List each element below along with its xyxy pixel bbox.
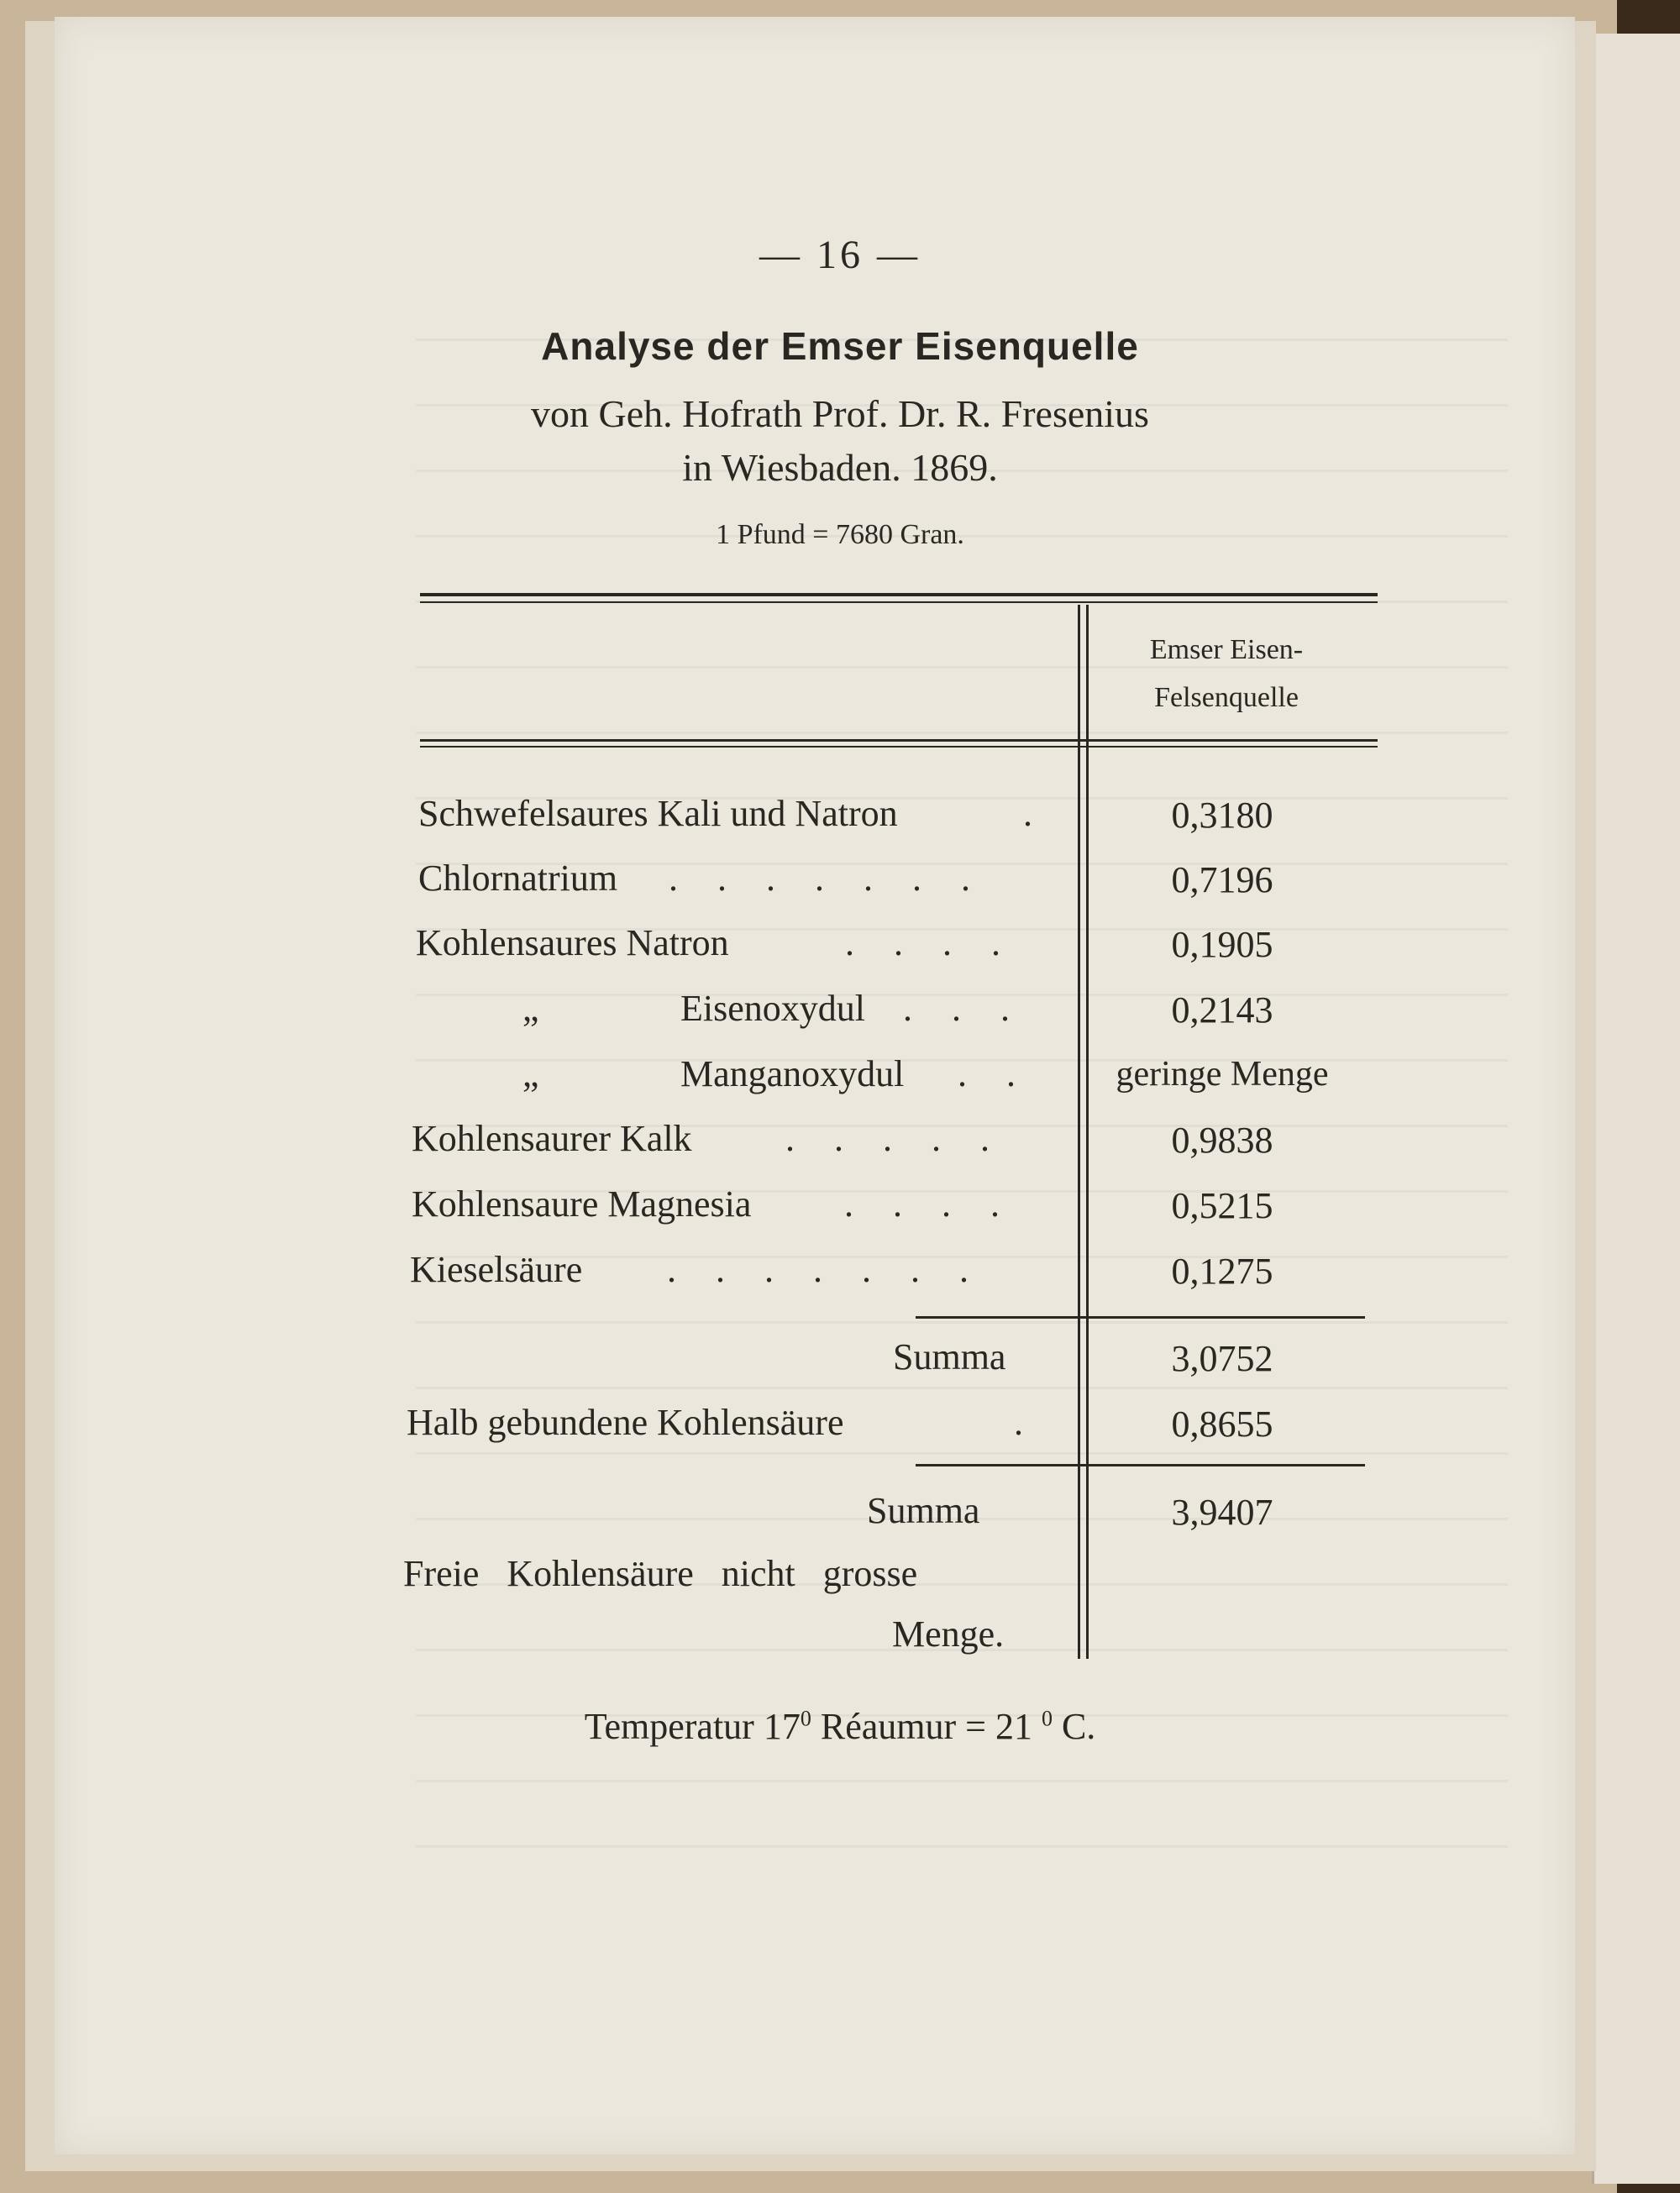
row-label-magnesia: Kohlensaure Magnesia — [412, 1183, 752, 1225]
row-dots: . . . . . . . — [667, 1249, 984, 1290]
header-bottom-rule — [420, 739, 1378, 742]
row-value: 0,7196 — [1171, 859, 1273, 900]
table-top-rule-thin — [420, 601, 1378, 603]
row-dots: . — [1023, 793, 1047, 834]
row-label-kohlensaures-natron: Kohlensaures Natron — [416, 922, 729, 963]
row-label-manganoxydul: Manganoxydul — [680, 1053, 905, 1094]
free-co2-line1: Freie Kohlensäure nicht grosse — [403, 1553, 918, 1594]
sum1-value: 3,0752 — [1171, 1338, 1273, 1379]
page-number: — 16 — — [759, 233, 921, 277]
temperature-suffix: C. — [1052, 1706, 1096, 1747]
sum2-label: Summa — [867, 1490, 980, 1531]
sum1-rule — [916, 1316, 1365, 1319]
half-bound-value: 0,8655 — [1171, 1403, 1273, 1445]
ditto-mark: „ — [522, 1053, 539, 1094]
place-year-line: in Wiesbaden. 1869. — [682, 446, 998, 489]
row-value: 0,5215 — [1171, 1185, 1273, 1226]
row-label-chlornatrium: Chlornatrium — [418, 858, 618, 899]
row-dots: . . — [958, 1053, 1031, 1094]
row-dots: . . . — [903, 988, 1025, 1029]
temperature-line — [0, 1705, 1680, 1748]
row-label-kalk: Kohlensaurer Kalk — [412, 1118, 692, 1159]
ditto-mark: „ — [522, 988, 539, 1029]
row-dots: . . . . — [844, 1183, 1015, 1225]
column-divider-a — [1078, 605, 1080, 1659]
row-dots: . . . . . — [785, 1118, 1005, 1159]
row-value: 0,3180 — [1171, 795, 1273, 836]
row-value: 0,2143 — [1171, 989, 1273, 1031]
row-dots: . . . . . . . — [669, 858, 985, 899]
author-line: von Geh. Hofrath Prof. Dr. R. Fresenius — [531, 392, 1149, 435]
degree-mark: 0 — [1041, 1706, 1053, 1731]
column-header-line1: Emser Eisen- — [1149, 634, 1304, 665]
row-label-schwefelsaures: Schwefelsaures Kali und Natron — [418, 793, 898, 834]
row-value: geringe Menge — [1116, 1055, 1329, 1094]
row-value: 0,9838 — [1171, 1120, 1273, 1161]
header-bottom-rule-thin — [420, 746, 1378, 748]
free-co2-line2: Menge. — [892, 1613, 1005, 1655]
temperature-prefix: Temperatur 17 — [584, 1706, 801, 1747]
unit-line: 1 Pfund = 7680 Gran. — [716, 519, 964, 550]
row-label-kieselsaeure: Kieselsäure — [410, 1249, 583, 1290]
table-top-rule — [420, 593, 1378, 596]
column-header-line2: Felsenquelle — [1154, 682, 1299, 713]
row-value: 0,1905 — [1171, 924, 1273, 965]
sum1-label: Summa — [893, 1336, 1006, 1377]
half-bound-label: Halb gebundene Kohlensäure — [407, 1402, 844, 1443]
row-dots: . . . . — [845, 922, 1016, 963]
sum2-value: 3,9407 — [1171, 1492, 1273, 1533]
temperature-middle: Réaumur = 21 — [811, 1706, 1042, 1747]
sum2-rule — [916, 1464, 1365, 1466]
row-value: 0,1275 — [1171, 1251, 1273, 1292]
row-label-eisenoxydul: Eisenoxydul — [680, 988, 865, 1029]
half-bound-dots: . — [1014, 1402, 1038, 1443]
degree-mark: 0 — [800, 1706, 811, 1731]
page-title: Analyse der Emser Eisenquelle — [541, 324, 1139, 368]
